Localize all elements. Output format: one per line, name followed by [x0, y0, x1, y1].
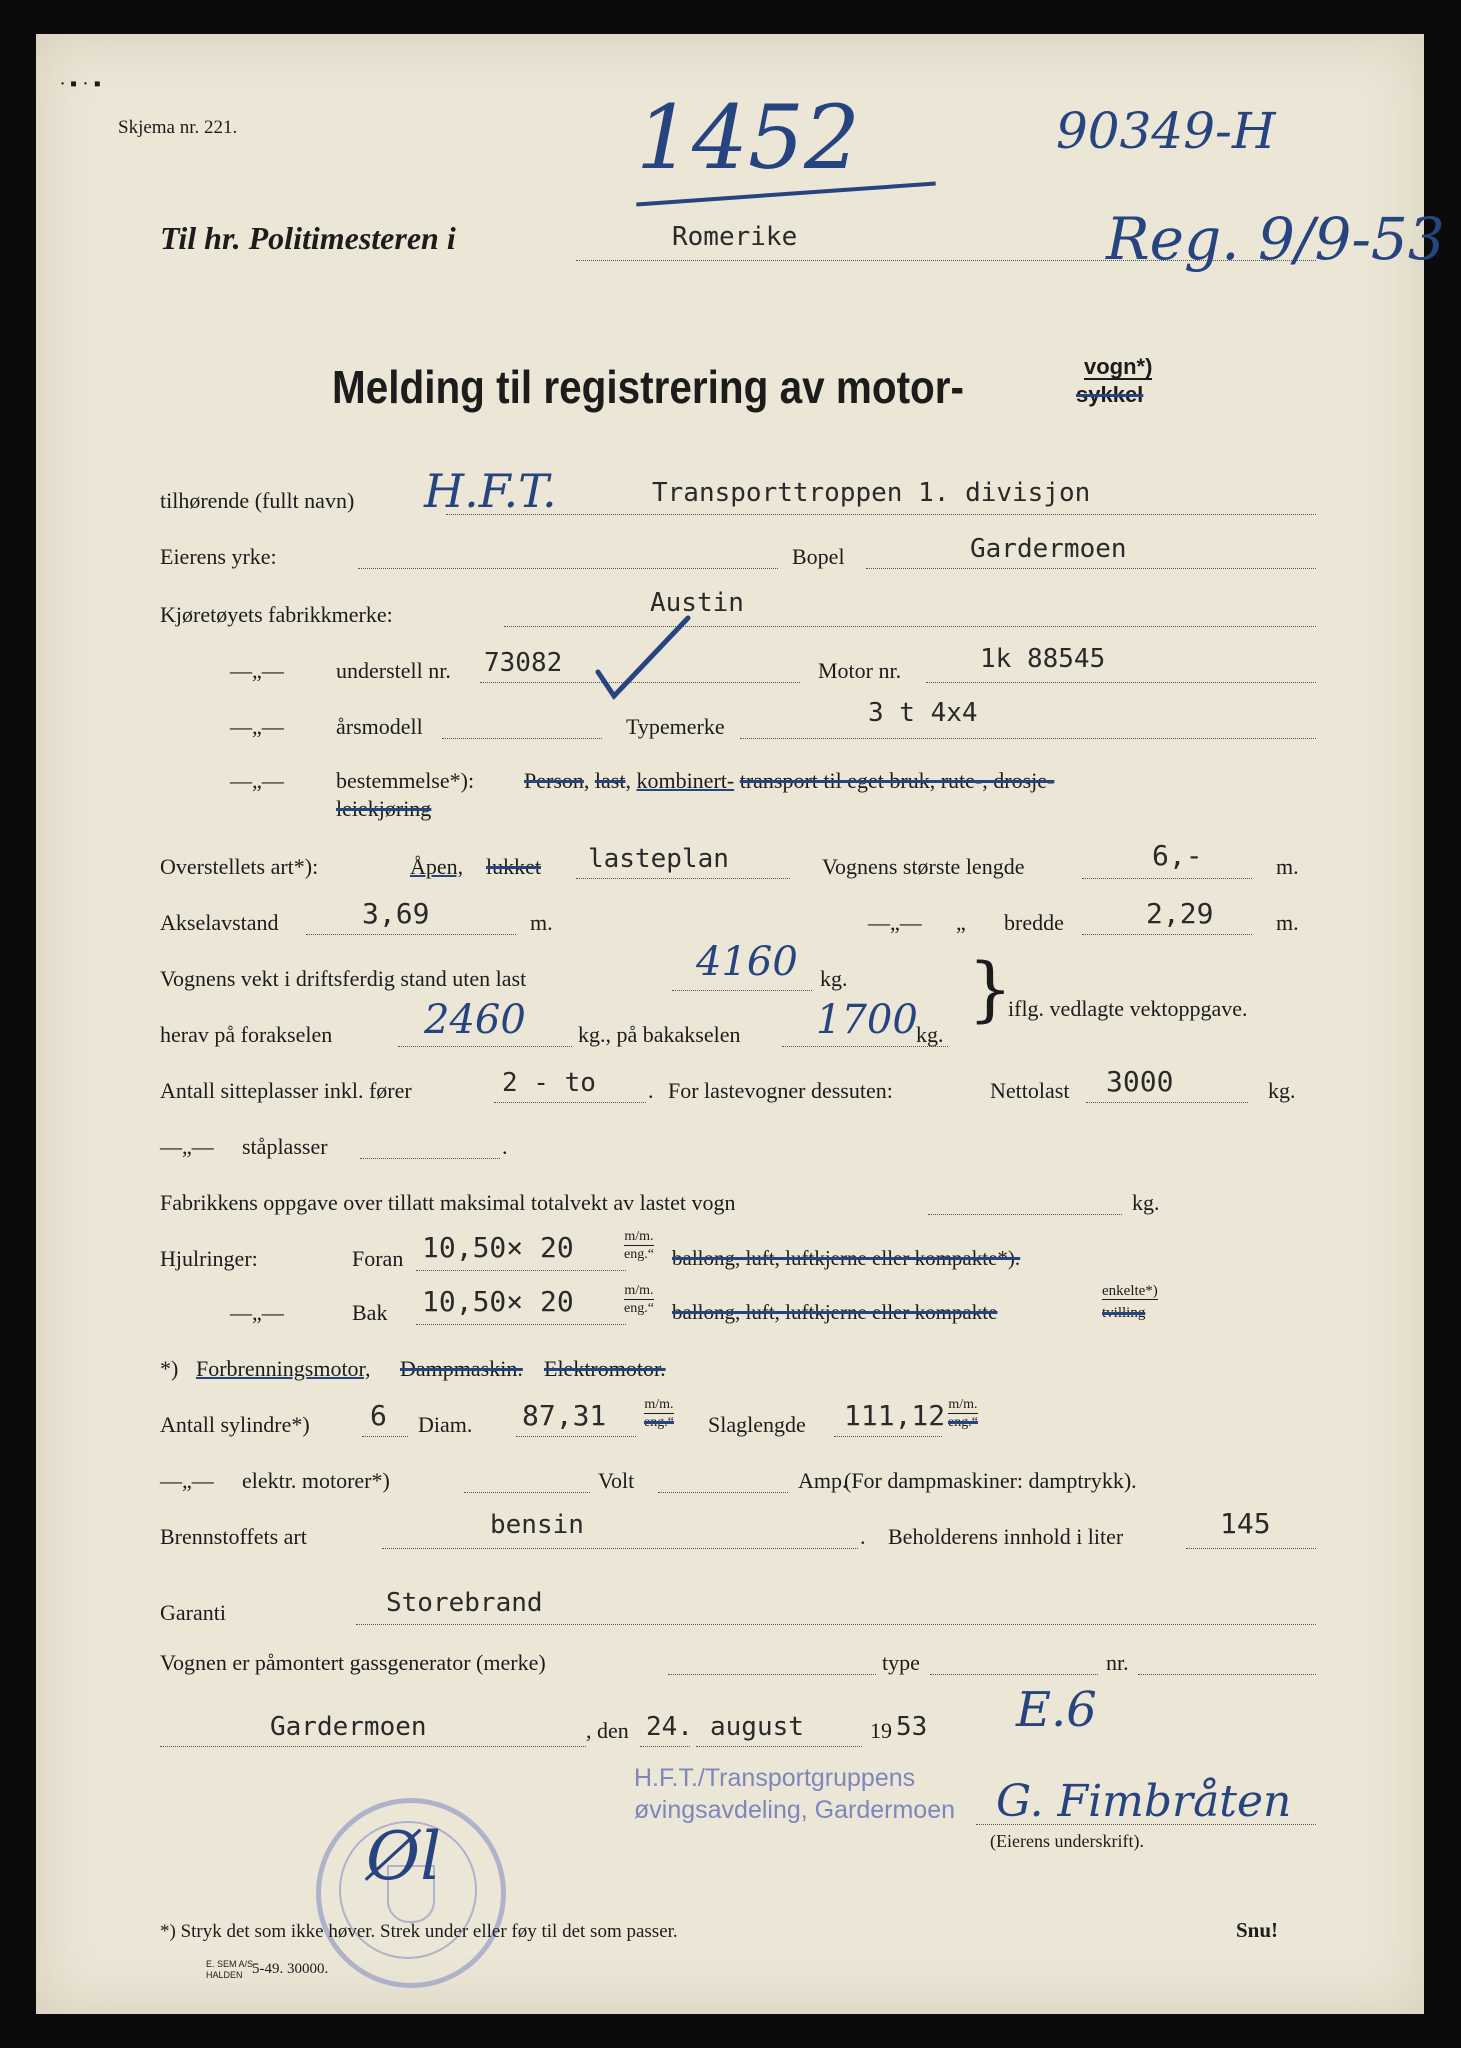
- date-year-suffix: 53: [896, 1712, 928, 1742]
- engine-line: [926, 682, 1316, 683]
- ditto-1: —„—: [230, 658, 284, 683]
- stroke-label: Slaglengde: [708, 1412, 806, 1437]
- engine-label: Motor nr.: [818, 658, 902, 683]
- purpose-option-leie: leiekjøring: [336, 796, 432, 821]
- wheelbase-value: 3,69: [362, 897, 430, 930]
- recipient-value: Romerike: [672, 222, 798, 252]
- weight-label: Vognens vekt i driftsferdig stand uten last: [160, 966, 527, 991]
- owner-signature: G. Fimbråten: [996, 1776, 1292, 1827]
- handwritten-number: 1452: [636, 86, 860, 189]
- engine-value: 1k 88545: [980, 644, 1106, 674]
- handwritten-reference: 90349-H: [1056, 102, 1276, 160]
- ditto-4: —„—: [868, 910, 922, 935]
- diameter-unit-eng: eng.“: [644, 1415, 674, 1430]
- cylinders-label: Antall sylindre*): [160, 1412, 310, 1437]
- cylinders-line: [362, 1436, 408, 1437]
- recipient-label: Til hr. Politimesteren i: [160, 220, 456, 256]
- gas-generator-line: [668, 1674, 876, 1675]
- front-tyre-value: 10,50× 20: [422, 1231, 574, 1264]
- date-month: august: [710, 1712, 804, 1742]
- rear-axle-label: kg., på bakakselen: [578, 1022, 741, 1047]
- form-title: Melding til registrering av motor-: [332, 361, 965, 413]
- body-value: lasteplan: [588, 844, 729, 874]
- year-line: [442, 738, 602, 739]
- owner-handwritten: H.F.T.: [424, 464, 557, 518]
- front-axle-handwritten: 2460: [424, 997, 526, 1043]
- purpose-option-kombinert: kombinert-: [636, 768, 735, 793]
- ditto-3: —„—: [230, 768, 284, 793]
- ditto-7: —„—: [160, 1468, 214, 1493]
- rear-tyre-value: 10,50× 20: [422, 1285, 574, 1318]
- printer-city: HALDEN: [206, 1970, 243, 1980]
- printer-code: 5-49. 30000.: [252, 1961, 329, 1977]
- truck-label: For lastevogner dessuten:: [668, 1078, 893, 1103]
- width-value: 2,29: [1146, 897, 1214, 930]
- printer-name: E. SEM A/S: [206, 1959, 254, 1969]
- volt-line: [658, 1492, 788, 1493]
- body-option-open: Åpen,: [410, 854, 464, 879]
- twin-label: tvilling: [1102, 1305, 1146, 1321]
- stamp-initials: Øl: [366, 1818, 442, 1895]
- rear-tyre-label: Bak: [352, 1300, 388, 1325]
- date-year-prefix: 19: [870, 1718, 892, 1743]
- date-day: 24.: [646, 1712, 693, 1742]
- residence-value: Gardermoen: [970, 534, 1127, 564]
- chassis-value: 73082: [484, 648, 563, 678]
- diameter-unit-mm: m/m.: [644, 1397, 674, 1412]
- purpose-option-last: last: [594, 768, 626, 793]
- turn-page-note: Snu!: [1236, 1918, 1279, 1942]
- standing-suffix: .: [502, 1134, 508, 1159]
- weight-handwritten: 4160: [696, 939, 798, 985]
- seats-label: Antall sitteplasser inkl. fører: [160, 1078, 412, 1103]
- wheelbase-line: [306, 934, 516, 935]
- rear-tyre-options: [672, 1302, 997, 1323]
- front-tyre-unit-mm: m/m.: [624, 1229, 654, 1244]
- rear-tyre-unit: [624, 1284, 654, 1316]
- date-label: , den: [586, 1718, 629, 1743]
- insurance-value: Storebrand: [386, 1588, 543, 1618]
- motor-star: *): [160, 1356, 179, 1381]
- fuel-value: bensin: [490, 1510, 584, 1540]
- cylinders-value: 6: [370, 1399, 387, 1432]
- motor-option-electric: Elektromotor.: [544, 1356, 666, 1381]
- owner-label: tilhørende (fullt navn): [160, 488, 355, 513]
- weight-note: iflg. vedlagte vektoppgave.: [1008, 996, 1248, 1021]
- width-label: bredde: [1004, 910, 1064, 935]
- tyres-label: Hjulringer:: [160, 1246, 258, 1271]
- stroke-value: 111,12: [844, 1399, 946, 1432]
- netload-value: 3000: [1106, 1065, 1174, 1098]
- stamp-line-2: øvingsavdeling, Gardermoen: [634, 1796, 955, 1824]
- fuel-suffix: .: [860, 1524, 866, 1549]
- make-label: Kjøretøyets fabrikkmerke:: [160, 602, 393, 627]
- steam-label: (For dampmaskiner: damptrykk).: [844, 1468, 1137, 1493]
- length-value: 6,-: [1152, 839, 1203, 872]
- stroke-unit-eng: eng.“: [948, 1415, 978, 1430]
- body-line: [576, 878, 790, 879]
- length-label: Vognens største lengde: [822, 854, 1025, 879]
- footer-note: *) Stryk det som ikke høver. Strek under eller føy til det som passer.: [160, 1921, 678, 1942]
- type-line: [740, 738, 1316, 739]
- tank-label: Beholderens innhold i liter: [888, 1524, 1124, 1549]
- netload-unit: kg.: [1268, 1078, 1296, 1103]
- type-label: Typemerke: [626, 714, 725, 739]
- fuel-line: [382, 1548, 858, 1549]
- motor-option-steam: Dampmaskin.: [400, 1356, 523, 1381]
- signature-line: [976, 1824, 1316, 1825]
- max-weight-line: [928, 1214, 1122, 1215]
- diameter-value: 87,31: [522, 1399, 607, 1432]
- motor-option-combustion: Forbrenningsmotor,: [196, 1356, 371, 1381]
- year-label: årsmodell: [336, 714, 423, 739]
- insurance-label: Garanti: [160, 1600, 226, 1625]
- body-label: Overstellets art*):: [160, 854, 319, 879]
- title-option-sykkel: sykkel: [1076, 382, 1144, 407]
- owner-value: Transporttroppen 1. divisjon: [652, 478, 1091, 508]
- stroke-line: [834, 1436, 942, 1437]
- gas-generator-label: Vognen er påmontert gassgenerator (merke): [160, 1650, 546, 1675]
- weight-brace: }: [968, 948, 1013, 1030]
- title-option-vogn: vogn*): [1084, 354, 1153, 379]
- rear-tyre-options-text: ballong, luft, luftkjerne eller kompakte: [672, 1300, 998, 1324]
- sign-place: Gardermoen: [270, 1712, 427, 1742]
- diameter-unit: [644, 1398, 674, 1430]
- ditto-6: —„—: [230, 1300, 284, 1325]
- purpose-options: Person, last, kombinert- transport til eget bruk, rute-, drosje-: [524, 768, 1055, 793]
- rear-axle-handwritten: 1700: [816, 997, 918, 1043]
- rear-tyre-line: [416, 1324, 626, 1325]
- handwritten-initials: E.6: [1016, 1682, 1097, 1738]
- diameter-label: Diam.: [418, 1412, 473, 1437]
- schema-number: Skjema nr. 221.: [118, 117, 238, 138]
- chassis-label: understell nr.: [336, 658, 451, 683]
- date-month-line: [696, 1746, 862, 1747]
- weight-line: [672, 990, 812, 991]
- length-unit: m.: [1276, 854, 1299, 879]
- width-unit: m.: [1276, 910, 1299, 935]
- checkmark-icon: [592, 604, 692, 704]
- max-weight-unit: kg.: [1132, 1190, 1160, 1215]
- stamp-line-1: H.F.T./Transportgruppens: [634, 1764, 916, 1792]
- signature-caption: (Eierens underskrift).: [990, 1831, 1144, 1851]
- standing-line: [360, 1158, 500, 1159]
- stroke-unit-mm: m/m.: [948, 1397, 978, 1412]
- tank-value: 145: [1220, 1507, 1271, 1540]
- handwritten-registration: Reg. 9/9-53: [1106, 205, 1445, 273]
- body-option-closed: lukket: [486, 854, 541, 879]
- front-tyre-label: Foran: [352, 1246, 404, 1271]
- purpose-option-person: Person: [524, 768, 584, 793]
- front-axle-line: [398, 1046, 572, 1047]
- sign-place-line: [160, 1746, 586, 1747]
- occupation-label: Eierens yrke:: [160, 544, 277, 569]
- width-line: [1082, 934, 1252, 935]
- netload-label: Nettolast: [990, 1078, 1070, 1103]
- amp-label: Amp.: [798, 1468, 848, 1493]
- width-quote: „: [956, 910, 966, 935]
- netload-line: [1086, 1102, 1248, 1103]
- purpose-option-transport: transport til eget bruk, rute-, drosje-: [739, 768, 1055, 793]
- rear-tyre-unit-eng: eng.“: [624, 1301, 654, 1316]
- front-tyre-unit: [624, 1230, 654, 1262]
- front-tyre-options: [672, 1248, 1020, 1269]
- tank-line: [1186, 1548, 1316, 1549]
- rear-axle-unit: kg.: [916, 1022, 944, 1047]
- residence-line: [866, 568, 1316, 569]
- front-tyre-options-text: ballong, luft, luftkjerne eller kompakte*).: [672, 1246, 1021, 1270]
- ditto-2: —„—: [230, 714, 284, 739]
- type-value: 3 t 4x4: [868, 698, 978, 728]
- document-page: [36, 34, 1445, 2014]
- date-day-line: [640, 1746, 690, 1747]
- gas-nr-line: [1138, 1674, 1316, 1675]
- owner-line: [446, 514, 1316, 515]
- max-weight-label: Fabrikkens oppgave over tillatt maksimal totalvekt av lastet vogn: [160, 1190, 736, 1215]
- seats-line: [494, 1102, 646, 1103]
- wheelbase-label: Akselavstand: [160, 910, 279, 935]
- occupation-line: [358, 568, 778, 569]
- stroke-unit: [948, 1398, 978, 1430]
- gas-nr-label: nr.: [1106, 1650, 1129, 1675]
- ditto-5: —„—: [160, 1134, 214, 1159]
- front-tyre-line: [416, 1270, 626, 1271]
- standing-label: ståplasser: [242, 1134, 328, 1159]
- electric-label: elektr. motorer*): [242, 1468, 390, 1493]
- gas-type-line: [930, 1674, 1098, 1675]
- insurance-line: [356, 1624, 1316, 1625]
- seats-value: 2 - to: [502, 1068, 596, 1098]
- length-line: [1082, 878, 1252, 879]
- purpose-label: bestemmelse*):: [336, 768, 475, 793]
- single-label: enkelte*): [1102, 1283, 1158, 1299]
- make-value: Austin: [650, 588, 744, 618]
- gas-type-label: type: [882, 1650, 920, 1675]
- weight-unit: kg.: [820, 966, 848, 991]
- corner-marks: ∙ ▪ · ▪: [60, 73, 101, 95]
- wheelbase-unit: m.: [530, 910, 553, 935]
- fuel-label: Brennstoffets art: [160, 1524, 307, 1549]
- diameter-line: [516, 1436, 636, 1437]
- volt-label: Volt: [598, 1468, 635, 1493]
- electric-line: [464, 1492, 590, 1493]
- residence-label: Bopel: [792, 544, 845, 569]
- front-tyre-unit-eng: eng.“: [624, 1247, 654, 1262]
- front-axle-label: herav på forakselen: [160, 1022, 333, 1047]
- rear-tyre-unit-mm: m/m.: [624, 1283, 654, 1298]
- seats-suffix: .: [648, 1078, 654, 1103]
